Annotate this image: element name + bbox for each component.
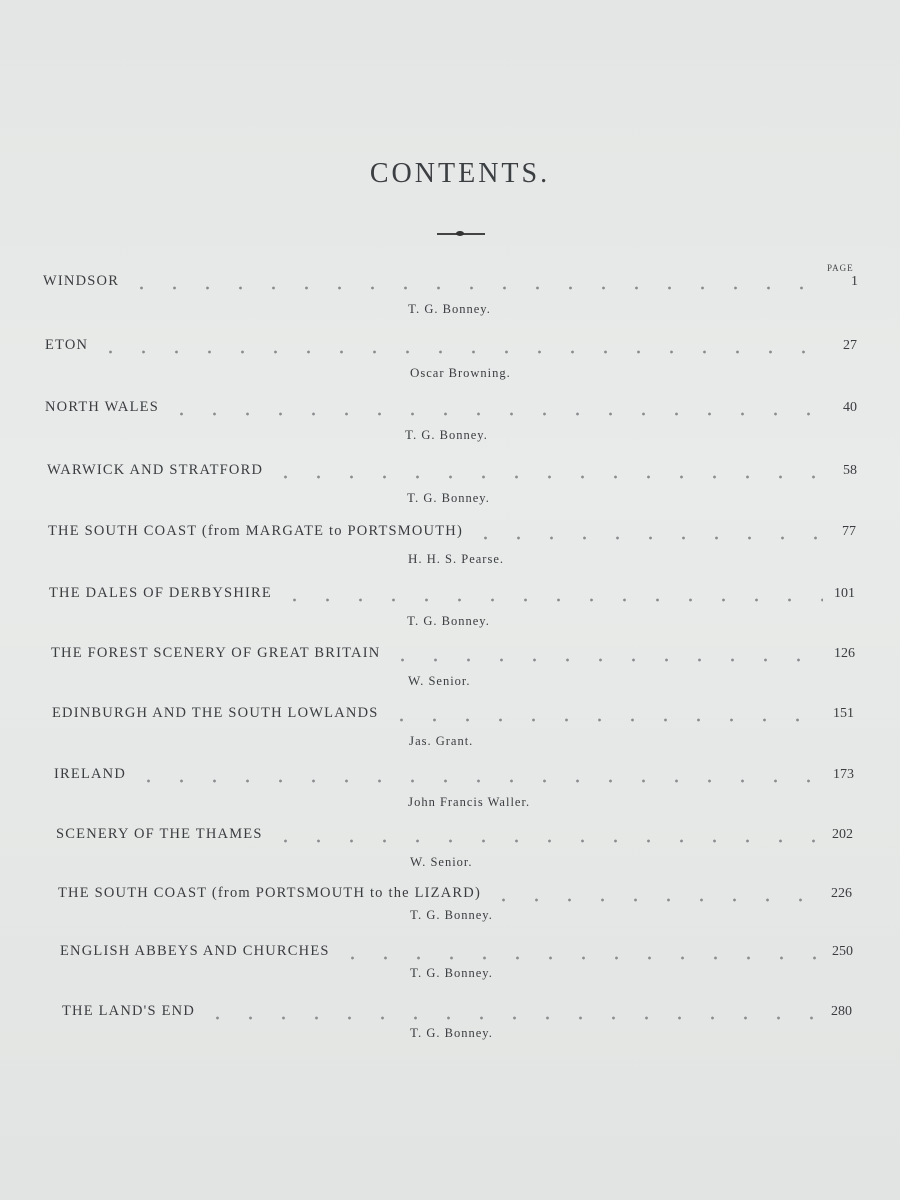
toc-entry <box>43 273 858 333</box>
toc-entry <box>52 705 854 765</box>
entry-page-number: 173 <box>833 767 854 782</box>
entry-title: WARWICK AND STRATFORD <box>47 462 264 478</box>
dot-leader <box>385 718 822 722</box>
toc-entry <box>58 885 852 945</box>
page-column-label: PAGE <box>827 263 854 273</box>
entry-title: THE DALES OF DERBYSHIRE <box>49 585 272 601</box>
entry-author: T. G. Bonney. <box>407 490 490 505</box>
entry-author: Oscar Browning. <box>410 365 511 380</box>
entry-author: T. G. Bonney. <box>408 301 491 316</box>
entry-author: Jas. Grant. <box>409 733 474 748</box>
entry-author: John Francis Waller. <box>408 794 531 809</box>
dot-leader <box>132 779 822 783</box>
entry-page-number: 126 <box>834 646 855 661</box>
dot-leader <box>269 475 825 479</box>
entry-author: W. Senior. <box>408 673 471 688</box>
entry-title: SCENERY OF THE THAMES <box>56 826 263 842</box>
toc-entry <box>54 766 854 826</box>
toc-entry <box>45 337 857 397</box>
entry-title: THE SOUTH COAST (from PORTSMOUTH to the LIZARD) <box>58 885 481 901</box>
contents-heading: CONTENTS. <box>369 158 551 189</box>
entry-author: T. G. Bonney. <box>407 613 490 628</box>
dot-leader <box>269 839 821 843</box>
ornament-rule <box>437 233 485 235</box>
entry-page-number: 280 <box>831 1004 852 1019</box>
entry-author: W. Senior. <box>410 854 473 869</box>
toc-entry <box>51 645 855 705</box>
entry-author: T. G. Bonney. <box>410 1025 493 1040</box>
entry-author: T. G. Bonney. <box>410 907 493 922</box>
entry-title: THE LAND'S END <box>62 1003 195 1019</box>
toc-entry <box>56 826 853 886</box>
entry-page-number: 77 <box>842 524 856 539</box>
dot-leader <box>278 598 823 602</box>
entry-author: T. G. Bonney. <box>410 965 493 980</box>
dot-leader <box>487 898 820 902</box>
entry-author: T. G. Bonney. <box>405 427 488 442</box>
dot-leader <box>94 350 825 354</box>
entry-title: EDINBURGH AND THE SOUTH LOWLANDS <box>52 705 379 721</box>
entry-page-number: 202 <box>832 827 853 842</box>
dot-leader <box>469 536 824 540</box>
toc-entry <box>60 943 853 1003</box>
entry-page-number: 250 <box>832 944 853 959</box>
entry-page-number: 40 <box>843 400 857 415</box>
toc-entry <box>47 462 857 522</box>
entry-title: NORTH WALES <box>45 399 159 415</box>
toc-entry <box>45 399 857 459</box>
entry-title: ENGLISH ABBEYS AND CHURCHES <box>60 943 330 959</box>
entry-page-number: 27 <box>843 338 857 353</box>
dot-leader <box>386 658 823 662</box>
entry-title: THE FOREST SCENERY OF GREAT BRITAIN <box>51 645 381 661</box>
entry-title: WINDSOR <box>43 273 120 289</box>
dot-leader <box>125 286 826 290</box>
entry-page-number: 58 <box>843 463 857 478</box>
entry-page-number: 1 <box>851 274 858 289</box>
entry-author: H. H. S. Pearse. <box>408 551 504 566</box>
entry-title: THE SOUTH COAST (from MARGATE to PORTSMOUTH) <box>48 523 463 539</box>
dot-leader <box>165 412 825 416</box>
toc-entry <box>48 523 856 583</box>
entry-page-number: 226 <box>831 886 852 901</box>
entry-page-number: 101 <box>834 586 855 601</box>
dot-leader <box>336 956 821 960</box>
entry-title: IRELAND <box>54 766 127 782</box>
entry-title: ETON <box>45 337 89 353</box>
toc-entry <box>49 585 855 645</box>
dot-leader <box>201 1016 820 1020</box>
entry-page-number: 151 <box>833 706 854 721</box>
toc-entry <box>62 1003 852 1063</box>
